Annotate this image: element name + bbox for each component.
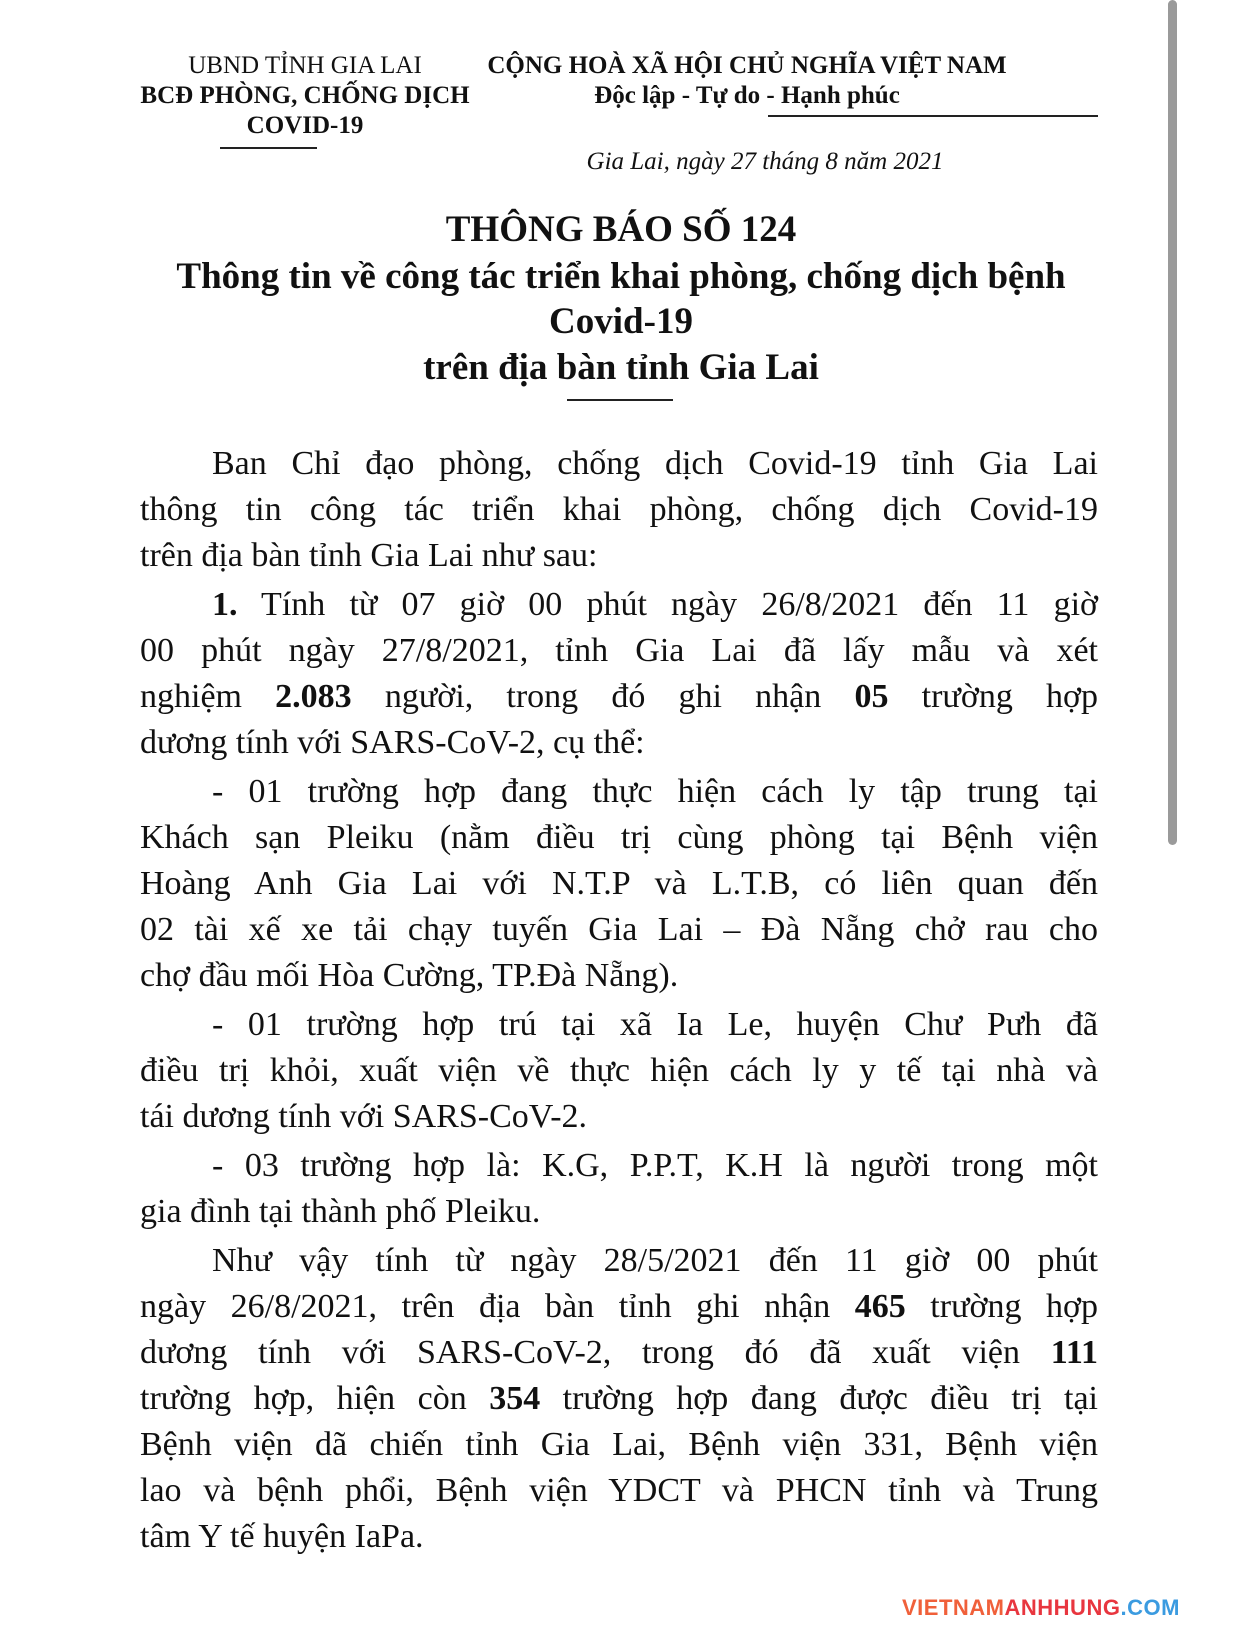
paragraph bbox=[140, 1002, 1098, 1140]
document-subject-line: Thông tin về công tác triển khai phòng, chống dịch bệnh bbox=[176, 256, 1066, 297]
text-line bbox=[140, 1048, 1098, 1094]
text-run: điều trị khỏi, xuất viện về thực hiện cách ly y tế tại nhà và bbox=[140, 1052, 1098, 1089]
text-line bbox=[140, 1238, 1098, 1284]
document-number: THÔNG BÁO SỐ 124 bbox=[445, 209, 797, 250]
document-body bbox=[140, 441, 1098, 1563]
watermark-part: .COM bbox=[1120, 1595, 1180, 1620]
divider bbox=[768, 115, 1098, 117]
text-run: - 01 trường hợp đang thực hiện cách ly tập trung tại bbox=[212, 773, 1098, 810]
bold-figure: 465 bbox=[854, 1288, 906, 1325]
text-run: Ban Chỉ đạo phòng, chống dịch Covid-19 tỉnh Gia Lai bbox=[212, 445, 1098, 482]
text-run: tâm Y tế huyện IaPa. bbox=[140, 1518, 424, 1555]
text-line bbox=[140, 582, 1098, 628]
text-run: Như vậy tính từ ngày 28/5/2021 đến 11 giờ 00 phút bbox=[212, 1242, 1098, 1279]
text-run: trường hợp, hiện còn bbox=[140, 1380, 490, 1417]
paragraph bbox=[140, 1143, 1098, 1235]
divider bbox=[220, 147, 317, 149]
text-run: Khách sạn Pleiku (nằm điều trị cùng phòng tại Bệnh viện bbox=[140, 819, 1098, 856]
text-line bbox=[140, 1094, 1098, 1140]
text-run: - 01 trường hợp trú tại xã Ia Le, huyện Chư Pưh đã bbox=[212, 1006, 1098, 1043]
paragraph bbox=[140, 769, 1098, 999]
text-run: Bệnh viện dã chiến tỉnh Gia Lai, Bệnh viện 331, Bệnh viện bbox=[140, 1426, 1098, 1463]
text-line bbox=[140, 1376, 1098, 1422]
text-run: trường hợp bbox=[888, 678, 1098, 715]
text-line bbox=[140, 628, 1098, 674]
text-line bbox=[140, 533, 1098, 579]
text-run: nghiệm bbox=[140, 678, 276, 715]
national-motto: Độc lập - Tự do - Hạnh phúc bbox=[594, 82, 900, 109]
watermark-logo bbox=[902, 1595, 1180, 1621]
text-line bbox=[140, 953, 1098, 999]
bold-figure: 354 bbox=[489, 1380, 541, 1417]
text-line bbox=[140, 1468, 1098, 1514]
text-run: thông tin công tác triển khai phòng, chống dịch Covid-19 bbox=[140, 491, 1098, 528]
bold-figure: 111 bbox=[1050, 1334, 1098, 1371]
text-line bbox=[140, 674, 1098, 720]
text-run: tái dương tính với SARS-CoV-2. bbox=[140, 1098, 588, 1135]
text-run: trường hợp bbox=[905, 1288, 1099, 1325]
agency-name: UBND TỈNH GIA LAI bbox=[188, 52, 422, 79]
text-line bbox=[140, 769, 1098, 815]
text-line bbox=[140, 441, 1098, 487]
bold-figure: 1. bbox=[212, 586, 238, 623]
text-run: dương tính với SARS-CoV-2, trong đó đã xuất viện bbox=[140, 1334, 1051, 1371]
text-run: chợ đầu mối Hòa Cường, TP.Đà Nẵng). bbox=[140, 957, 679, 994]
text-run: ngày 26/8/2021, trên địa bàn tỉnh ghi nhận bbox=[140, 1288, 855, 1325]
document-subject-line: trên địa bàn tỉnh Gia Lai bbox=[423, 347, 819, 388]
paragraph bbox=[140, 582, 1098, 766]
text-run: Tính từ 07 giờ 00 phút ngày 26/8/2021 đến 11 giờ bbox=[237, 586, 1098, 623]
watermark-part: ANHHUNG bbox=[1004, 1595, 1121, 1620]
text-line bbox=[140, 1189, 1098, 1235]
text-run: trên địa bàn tỉnh Gia Lai như sau: bbox=[140, 537, 598, 574]
watermark-part: VIETNAM bbox=[902, 1595, 1005, 1620]
text-run: trường hợp đang được điều trị tại bbox=[540, 1380, 1098, 1417]
committee-name-2: COVID-19 bbox=[246, 112, 364, 139]
text-run: dương tính với SARS-CoV-2, cụ thể: bbox=[140, 724, 645, 761]
text-line bbox=[140, 720, 1098, 766]
document-date: Gia Lai, ngày 27 tháng 8 năm 2021 bbox=[586, 148, 944, 175]
scrollbar[interactable] bbox=[1168, 0, 1177, 845]
text-run: người, trong đó ghi nhận bbox=[351, 678, 855, 715]
paragraph bbox=[140, 441, 1098, 579]
text-line bbox=[140, 861, 1098, 907]
bold-figure: 05 bbox=[854, 678, 889, 715]
national-title: CỘNG HOÀ XÃ HỘI CHỦ NGHĨA VIỆT NAM bbox=[487, 52, 1007, 79]
text-line bbox=[140, 1002, 1098, 1048]
text-run: - 03 trường hợp là: K.G, P.P.T, K.H là người trong một bbox=[212, 1147, 1098, 1184]
title-divider bbox=[567, 399, 673, 401]
text-line bbox=[140, 1143, 1098, 1189]
text-line bbox=[140, 1422, 1098, 1468]
paragraph bbox=[140, 1238, 1098, 1560]
document-subject-line: Covid-19 bbox=[549, 301, 693, 342]
text-line bbox=[140, 1330, 1098, 1376]
text-run: lao và bệnh phổi, Bệnh viện YDCT và PHCN tỉnh và Trung bbox=[140, 1472, 1098, 1509]
text-run: gia đình tại thành phố Pleiku. bbox=[140, 1193, 541, 1230]
text-run: Hoàng Anh Gia Lai với N.T.P và L.T.B, có liên quan đến bbox=[140, 865, 1098, 902]
text-run: 00 phút ngày 27/8/2021, tỉnh Gia Lai đã lấy mẫu và xét bbox=[140, 632, 1098, 669]
text-line bbox=[140, 487, 1098, 533]
text-line bbox=[140, 1284, 1098, 1330]
text-line bbox=[140, 1514, 1098, 1560]
text-line bbox=[140, 815, 1098, 861]
bold-figure: 2.083 bbox=[275, 678, 352, 715]
text-line bbox=[140, 907, 1098, 953]
committee-name: BCĐ PHÒNG, CHỐNG DỊCH bbox=[140, 82, 470, 109]
text-run: 02 tài xế xe tải chạy tuyến Gia Lai – Đà Nẵng chở rau cho bbox=[140, 911, 1098, 948]
